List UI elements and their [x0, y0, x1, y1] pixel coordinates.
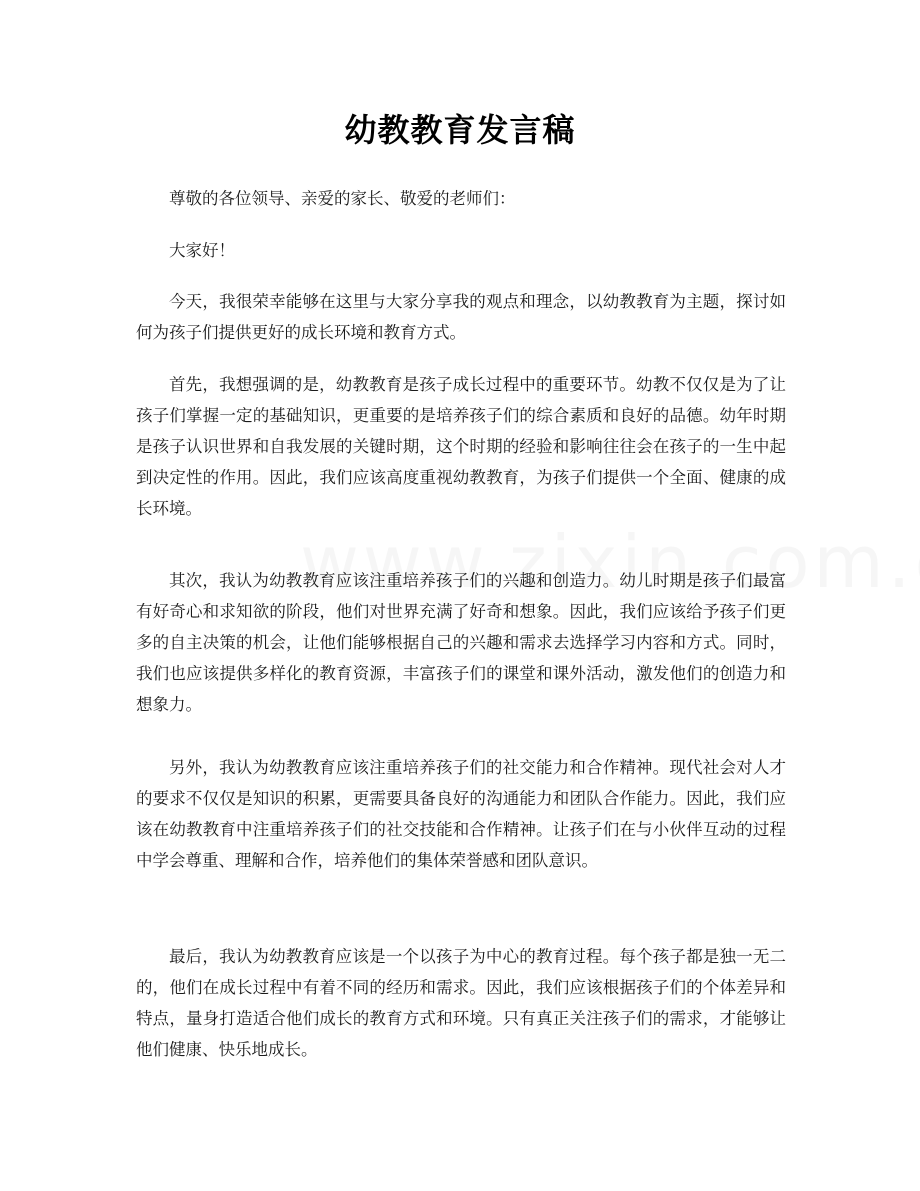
- paragraph-third: 另外，我认为幼教教育应该注重培养孩子们的社交能力和合作精神。现代社会对人才的要求不仅仅是知识的积累，更需要具备良好的沟通能力和团队合作能力。因此，我们应该在幼教教育中注重培养孩子们的社交技能和合作精神。让孩子们在与小伙伴互动的过程中学会尊重、理解和合作，培养他们的集体荣誉感和团队意识。: [136, 758, 786, 870]
- paragraph-first: 首先，我想强调的是，幼教教育是孩子成长过程中的重要环节。幼教不仅仅是为了让孩子们掌握一定的基础知识，更重要的是培养孩子们的综合素质和良好的品德。幼年时期是孩子认识世界和自我发展的关键时期，这个时期的经验和影响往往会在孩子的一生中起到决定性的作用。因此，我们应该高度重视幼教教育，为孩子们提供一个全面、健康的成长环境。: [136, 375, 786, 518]
- greeting: 大家好！: [169, 241, 235, 260]
- paragraph-intro: 今天，我很荣幸能够在这里与大家分享我的观点和理念，以幼教教育为主题，探讨如何为孩子们提供更好的成长环境和教育方式。: [136, 292, 786, 342]
- salutation: 尊敬的各位领导、亲爱的家长、敬爱的老师们：: [169, 189, 516, 208]
- paragraph-final: 最后，我认为幼教教育应该是一个以孩子为中心的教育过程。每个孩子都是独一无二的，他们在成长过程中有着不同的经历和需求。因此，我们应该根据孩子们的个体差异和特点，量身打造适合他们成长的教育方式和环境。只有真正关注孩子们的需求，才能够让他们健康、快乐地成长。: [136, 947, 786, 1059]
- document-title: 幼教教育发言稿: [344, 111, 576, 149]
- paragraph-second: 其次，我认为幼教教育应该注重培养孩子们的兴趣和创造力。幼儿时期是孩子们最富有好奇心和求知欲的阶段，他们对世界充满了好奇和想象。因此，我们应该给予孩子们更多的自主决策的机会，让他们能够根据自己的兴趣和需求去选择学习内容和方式。同时，我们也应该提供多样化的教育资源，丰富孩子们的课堂和课外活动，激发他们的创造力和想象力。: [136, 571, 786, 714]
